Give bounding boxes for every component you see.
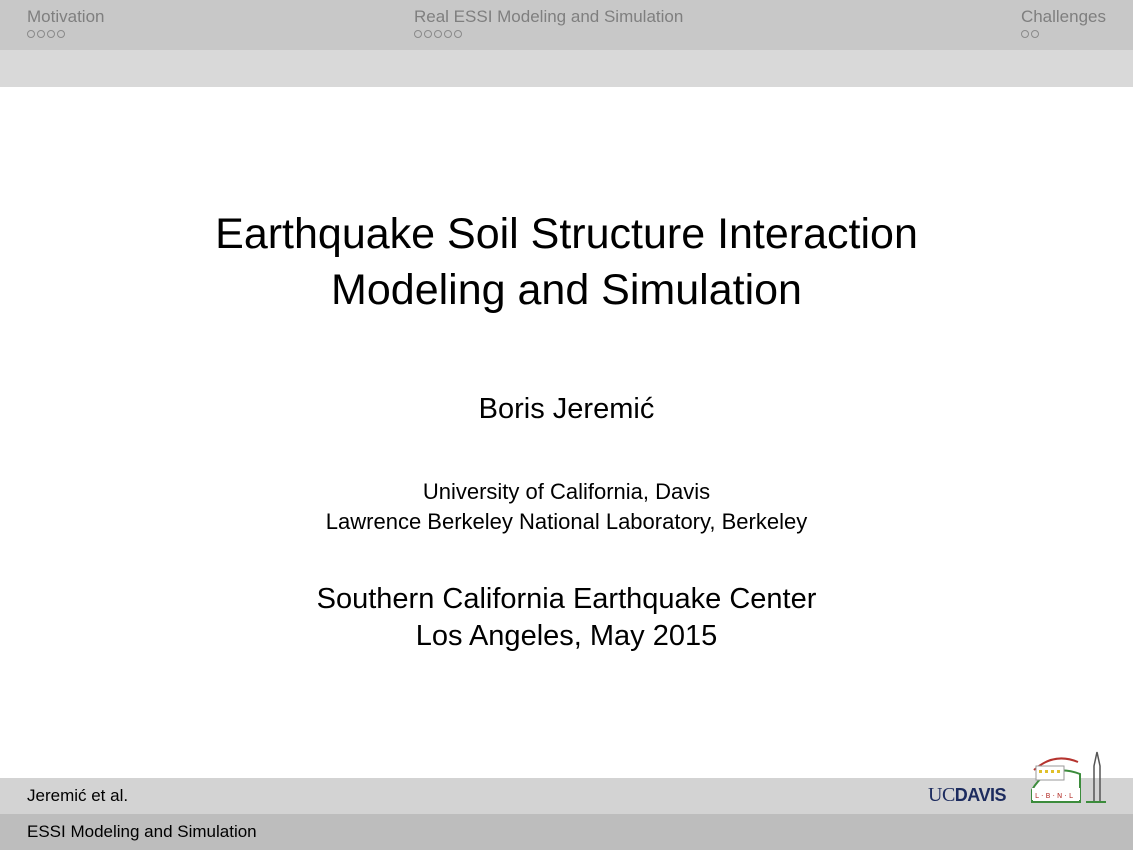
frame-dot-icon[interactable] (414, 30, 422, 38)
frame-dot-icon[interactable] (47, 30, 55, 38)
nav-section-challenges[interactable] (1021, 6, 1106, 38)
venue-location-date: Los Angeles, May 2015 (415, 620, 718, 652)
frame-dot-icon[interactable] (424, 30, 432, 38)
lbnl-logo-icon (1028, 740, 1108, 810)
header-subtitle-bar (0, 50, 1133, 87)
affiliations (0, 477, 1133, 537)
frame-dot-icon[interactable] (57, 30, 65, 38)
affiliation-lbnl: Lawrence Berkeley National Laboratory, Berkeley (325, 509, 808, 534)
nav-frame-dots (27, 30, 104, 38)
frame-dot-icon[interactable] (434, 30, 442, 38)
nav-section-label[interactable]: Motivation (27, 7, 105, 26)
frame-dot-icon[interactable] (1031, 30, 1039, 38)
lbnl-letters: L · B · N · L (1035, 792, 1073, 800)
frame-dot-icon[interactable] (444, 30, 452, 38)
nav-section-motivation[interactable] (27, 6, 104, 38)
footer-authors: Jeremić et al. (27, 786, 129, 805)
author-name: Boris Jeremić (478, 393, 655, 425)
ucdavis-uc: UC (928, 784, 955, 806)
venue-date (0, 581, 1133, 655)
title-line-2: Modeling and Simulation (331, 266, 802, 314)
footer-short-title: ESSI Modeling and Simulation (27, 822, 257, 841)
nav-section-label[interactable]: Challenges (1020, 7, 1106, 26)
frame-dot-icon[interactable] (37, 30, 45, 38)
footer-title-bar (0, 814, 1133, 850)
frame-dot-icon[interactable] (27, 30, 35, 38)
presentation-title (0, 206, 1133, 318)
nav-section-label[interactable]: Real ESSI Modeling and Simulation (414, 7, 684, 26)
title-line-1: Earthquake Soil Structure Interaction (215, 210, 918, 258)
nav-section-real-essi[interactable] (414, 6, 683, 38)
frame-dot-icon[interactable] (454, 30, 462, 38)
logos (928, 740, 1108, 810)
nav-frame-dots (1021, 30, 1106, 38)
ucdavis-logo (928, 784, 1006, 807)
venue-name: Southern California Earthquake Center (316, 583, 817, 615)
frame-dot-icon[interactable] (1021, 30, 1029, 38)
nav-frame-dots (414, 30, 683, 38)
affiliation-ucdavis: University of California, Davis (422, 479, 711, 504)
ucdavis-davis: DAVIS (954, 785, 1006, 805)
